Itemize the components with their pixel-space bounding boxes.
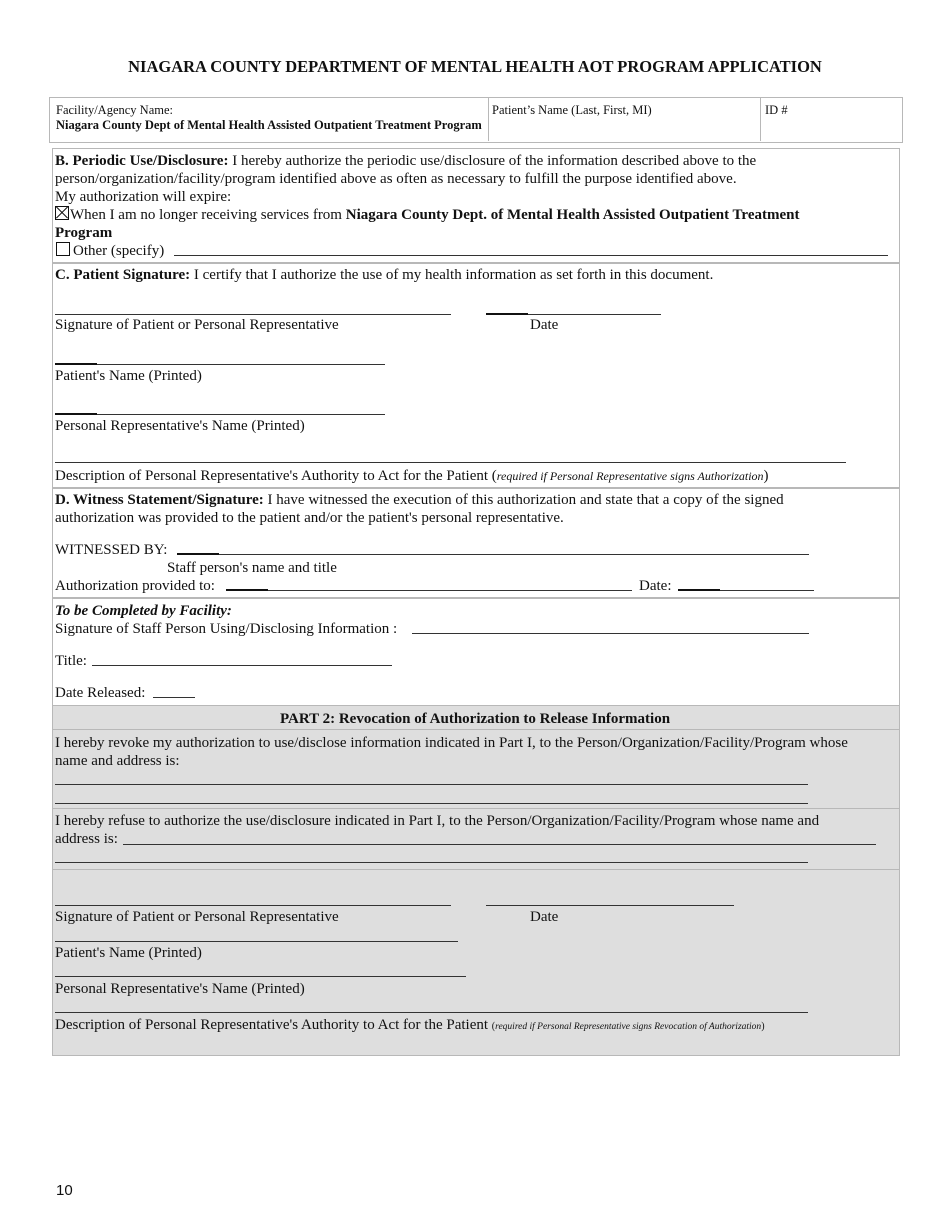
other-specify-line[interactable]	[174, 255, 888, 256]
provided-label: Authorization provided to:	[55, 578, 215, 594]
facility-label: Facility/Agency Name:	[56, 103, 173, 117]
patient-name-printed-label: Patient's Name (Printed)	[55, 368, 202, 384]
authority-text: Description of Personal Representative's Authority to Act for the Patient (	[55, 468, 497, 484]
staff-sig-label: Signature of Staff Person Using/Disclosing Information :	[55, 621, 398, 637]
date-label: Date	[530, 317, 559, 333]
line-mark	[226, 589, 268, 591]
expire-option-no-longer-receiving[interactable]	[55, 206, 799, 224]
section-b-line2: person/organization/facility/program identified above as often as necessary to fulfill the purpose identified above.	[55, 171, 737, 187]
section-c-body: I certify that I authorize the use of my health information as set forth in this document.	[190, 267, 714, 283]
p2-rep-name-line[interactable]	[55, 976, 466, 977]
part2-heading: PART 2: Revocation of Authorization to Release Information	[279, 711, 671, 727]
released-line[interactable]	[153, 697, 195, 698]
authority-note: required if Personal Representative signs Authorization	[496, 469, 764, 483]
section-d-heading: D. Witness Statement/Signature:	[55, 492, 264, 508]
revoke-address-line[interactable]	[55, 784, 808, 785]
staff-sig-line[interactable]	[412, 633, 809, 634]
p2-patient-name-line[interactable]	[55, 941, 458, 942]
p2-authority-open: (	[491, 1021, 496, 1032]
p2-signature-label: Signature of Patient or Personal Representative	[55, 909, 339, 925]
expire-label: My authorization will expire:	[55, 189, 232, 205]
line-mark	[177, 553, 219, 555]
revoke-line1: I hereby revoke my authorization to use/disclose information indicated in Part I, to the Person/Organization/Facility/Program whose	[55, 735, 848, 751]
section-b-heading: B. Periodic Use/Disclosure:	[55, 153, 229, 169]
p2-date-line[interactable]	[486, 905, 734, 906]
witnessed-line[interactable]	[219, 554, 809, 555]
authority-label	[55, 467, 769, 485]
checked-checkbox-icon[interactable]	[55, 206, 69, 220]
facility-value: Niagara County Dept of Mental Health Assisted Outpatient Treatment Program	[56, 118, 482, 132]
revoke-line2: name and address is:	[55, 753, 180, 769]
released-label: Date Released:	[55, 685, 146, 701]
patient-signature-line[interactable]	[55, 314, 451, 315]
authority-close: )	[763, 468, 769, 484]
facility-heading: To be Completed by Facility:	[55, 603, 232, 619]
date-line[interactable]	[528, 314, 661, 315]
p2-authority-note: required if Personal Representative signs Revocation of Authorization	[495, 1022, 762, 1032]
refuse-address-line[interactable]	[123, 844, 876, 845]
patient-name-line[interactable]	[97, 364, 385, 365]
refuse-line1: I hereby refuse to authorize the use/disclosure indicated in Part I, to the Person/Organization/Facility/Program whose name and	[55, 813, 820, 829]
section-d-line2: authorization was provided to the patient and/or the patient's personal representative.	[55, 510, 564, 526]
rep-name-printed-label: Personal Representative's Name (Printed)	[55, 418, 305, 434]
section-b-text	[55, 152, 895, 170]
d-date-line[interactable]	[720, 590, 814, 591]
page-number: 10	[56, 1182, 73, 1199]
p2-rep-name-label: Personal Representative's Name (Printed)	[55, 981, 305, 997]
p2-authority-line[interactable]	[55, 1012, 808, 1013]
line-mark	[678, 589, 720, 591]
signature-label: Signature of Patient or Personal Representative	[55, 317, 339, 333]
option1-bold: Niagara County Dept. of Mental Health Assisted Outpatient Treatment	[345, 207, 800, 223]
option2-text: Other (specify)	[73, 243, 165, 259]
p2-authority-label	[55, 1016, 765, 1036]
patient-name-label: Patient’s Name (Last, First, MI)	[492, 103, 652, 117]
p2-date-label: Date	[530, 909, 559, 925]
header-divider	[760, 98, 761, 141]
d-date-label: Date:	[639, 578, 672, 594]
p2-authority-text: Description of Personal Representative's Authority to Act for the Patient	[55, 1017, 492, 1033]
authority-line[interactable]	[55, 462, 846, 463]
witnessed-label: WITNESSED BY:	[55, 542, 168, 558]
section-d-line1: I have witnessed the execution of this authorization and state that a copy of the signed	[263, 492, 784, 508]
p2-patient-name-label: Patient's Name (Printed)	[55, 945, 202, 961]
id-label: ID #	[765, 103, 788, 117]
provided-line[interactable]	[268, 590, 632, 591]
date-line-mark	[486, 313, 528, 315]
p2-signature-line[interactable]	[55, 905, 451, 906]
expire-option-other[interactable]	[56, 242, 164, 260]
option1-text: When I am no longer receiving services from	[70, 207, 342, 223]
section-c-text	[55, 266, 713, 284]
refuse-address-line[interactable]	[55, 862, 808, 863]
page-title: NIAGARA COUNTY DEPARTMENT OF MENTAL HEALTH AOT PROGRAM APPLICATION	[128, 57, 822, 76]
option1-bold-cont: Program	[55, 225, 113, 241]
title-label: Title:	[55, 653, 87, 669]
line-mark	[55, 413, 97, 415]
line-mark	[55, 363, 97, 365]
unchecked-checkbox-icon[interactable]	[56, 242, 70, 256]
p2-authority-close: )	[761, 1021, 765, 1032]
section-b-line1: I hereby authorize the periodic use/disclosure of the information described above to the	[232, 153, 757, 169]
section-d-text	[55, 491, 784, 509]
revoke-address-line[interactable]	[55, 803, 808, 804]
header-divider	[488, 98, 489, 141]
rep-name-line[interactable]	[97, 414, 385, 415]
staff-label: Staff person's name and title	[167, 560, 337, 576]
refuse-line2: address is:	[55, 831, 118, 847]
title-line[interactable]	[92, 665, 392, 666]
section-c-heading: C. Patient Signature:	[55, 267, 191, 283]
